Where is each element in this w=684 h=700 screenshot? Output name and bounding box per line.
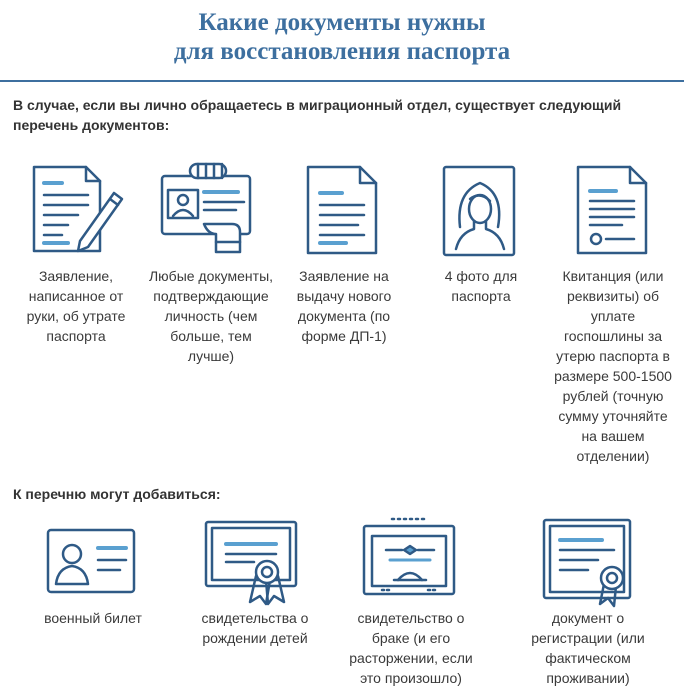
additional-doc-label-3: свидетельство о браке (и его расторжении, если это произошло)	[349, 610, 473, 686]
military-id-icon	[46, 528, 138, 596]
main-doc-label-2: Любые документы, подтверждающие личность (чем больше, тем лучше)	[148, 268, 274, 364]
handwritten-application-icon	[28, 163, 124, 259]
additional-doc-label-2: свидетельства о рождении детей	[201, 610, 309, 646]
main-doc-label-4: 4 фото для паспорта	[444, 268, 518, 304]
form-document-icon	[302, 163, 382, 259]
intro-text: В случае, если вы лично обращаетесь в миграционный отдел, существует следующий перечень документов:	[13, 97, 622, 133]
title-line-1: Какие документы нужны	[198, 9, 486, 36]
additional-doc-label-4: документ о регистрации (или фактическом проживании)	[531, 610, 645, 686]
main-doc-label-1: Заявление, написанное от руки, об утрате паспорта	[26, 268, 126, 344]
main-doc-label-3: Заявление на выдачу нового документа (по форме ДП-1)	[296, 268, 392, 344]
id-card-icon	[160, 160, 260, 260]
title-line-2: для восстановления паспорта	[173, 38, 511, 65]
birth-certificate-icon	[204, 520, 300, 606]
additional-heading: К перечню могут добавиться:	[13, 486, 221, 502]
page-title	[0, 8, 684, 66]
receipt-icon	[572, 163, 652, 259]
marriage-certificate-icon	[362, 516, 458, 602]
additional-doc-label-1: военный билет	[44, 610, 142, 626]
title-divider	[0, 80, 684, 82]
registration-document-icon	[542, 518, 636, 608]
passport-photo-icon	[440, 163, 520, 259]
main-doc-label-5: Квитанция (или реквизиты) об уплате госпошлины за утерю паспорта в размере 500-1500 рублей (точную сумму уточняйте на вашем отделении)	[554, 268, 672, 464]
